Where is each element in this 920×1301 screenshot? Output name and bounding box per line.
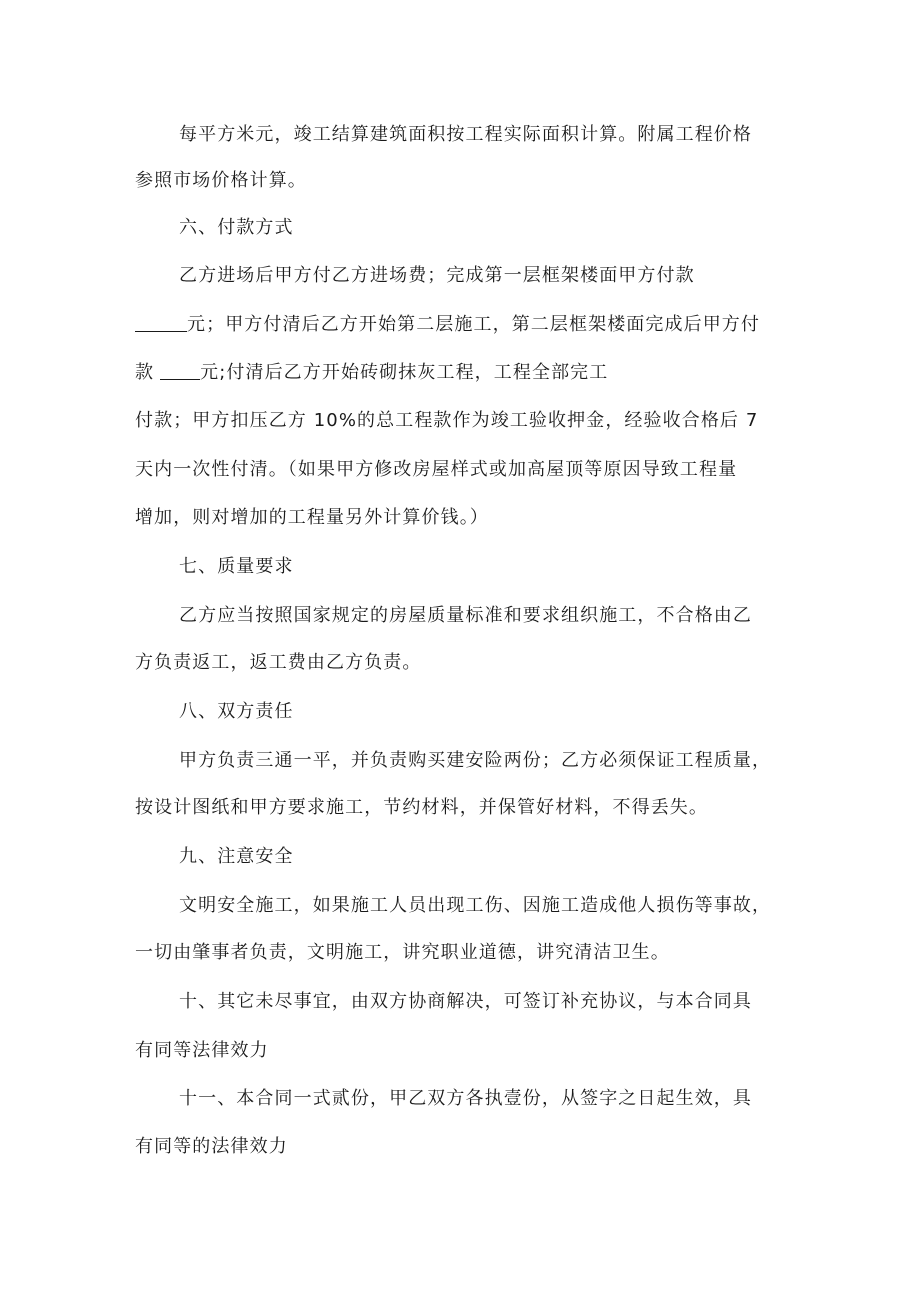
paragraph-line: 十一、本合同一式贰份，甲乙双方各执壹份，从签字之日起生效，具	[179, 1088, 752, 1109]
fill-in-blank	[135, 313, 187, 332]
paragraph-line: 文明安全施工，如果施工人员出现工伤、因施工造成他人损伤等事故，	[179, 895, 772, 916]
line-text: 款	[135, 362, 155, 383]
paragraph-line: 甲方负责三通一平，并负责购买建安险两份；乙方必须保证工程质量，	[179, 750, 772, 771]
paragraph-line: 付款；甲方扣压乙方 10%的总工程款作为竣工验收押金，经验收合格后 7	[135, 410, 759, 431]
paragraph-line: 十、其它未尽事宜，由双方协商解决，可签订补充协议，与本合同具	[179, 991, 752, 1012]
paragraph-line	[135, 361, 608, 385]
line-text: 元;付清后乙方开始砖砌抹灰工程，工程全部完工	[200, 362, 609, 383]
line-text: 元；甲方付清后乙方开始第二层施工，第二层框架楼面完成后甲方付	[187, 314, 760, 335]
section-heading: 九、注意安全	[179, 846, 294, 867]
paragraph-line: 乙方进场后甲方付乙方进场费；完成第一层框架楼面甲方付款	[179, 265, 695, 286]
paragraph-line: 按设计图纸和甲方要求施工，节约材料，并保管好材料，不得丢失。	[135, 797, 708, 818]
paragraph-line: 每平方米元，竣工结算建筑面积按工程实际面积计算。附属工程价格	[179, 124, 752, 145]
section-heading: 七、质量要求	[179, 556, 294, 577]
paragraph-line: 一切由肇事者负责，文明施工，讲究职业道德，讲究清洁卫生。	[135, 942, 670, 963]
paragraph-line: 天内一次性付清。（如果甲方修改房屋样式或加高屋顶等原因导致工程量	[135, 459, 738, 480]
paragraph-line: 有同等的法律效力	[135, 1136, 288, 1157]
section-heading: 六、付款方式	[179, 217, 294, 238]
paragraph-line: 增加，则对增加的工程量另外计算价钱。）	[135, 507, 489, 528]
paragraph-line: 方负责返工，返工费由乙方负责。	[135, 652, 422, 673]
paragraph-line: 有同等法律效力	[135, 1040, 269, 1061]
paragraph-line	[135, 313, 760, 337]
section-heading: 八、双方责任	[179, 701, 294, 722]
paragraph-line: 参照市场价格计算。	[135, 170, 307, 191]
paragraph-line: 乙方应当按照国家规定的房屋质量标准和要求组织施工，不合格由乙	[179, 605, 752, 626]
fill-in-blank	[160, 361, 200, 380]
